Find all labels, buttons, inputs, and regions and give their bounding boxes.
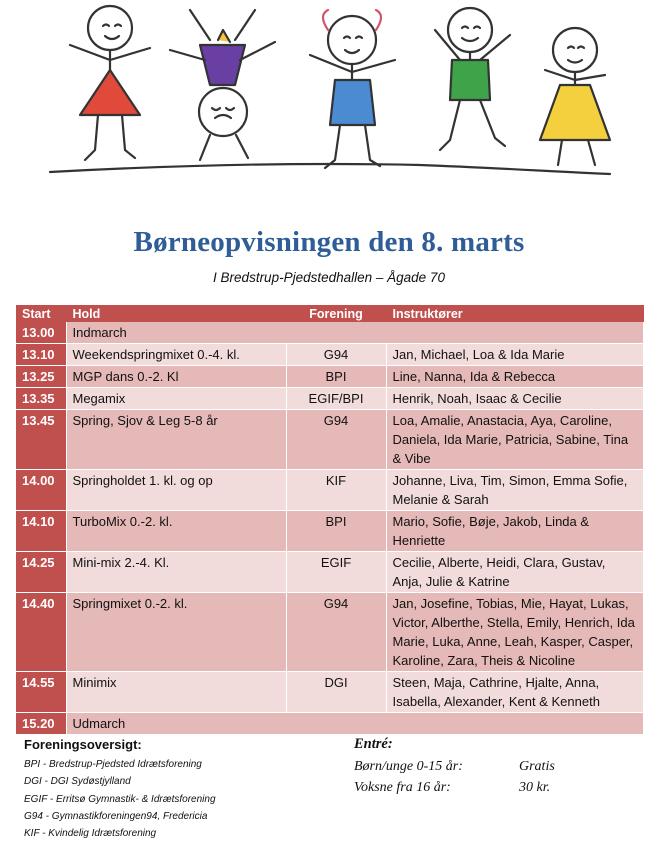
page-title: Børneopvisningen den 8. marts [133, 226, 525, 258]
table-row [16, 713, 643, 735]
row-start: 15.20 [16, 713, 66, 735]
legend-item: BPI - Bredstrup-Pjedsted Idrætsforening [24, 759, 202, 770]
row-start: 13.00 [16, 322, 66, 344]
entry-row-children [354, 756, 614, 777]
row-hold: Spring, Sjov & Leg 5-8 år [66, 410, 286, 470]
row-start: 14.55 [16, 672, 66, 713]
row-instruktorer: Henrik, Noah, Isaac & Cecilie [386, 388, 643, 410]
row-forening: KIF [286, 470, 386, 511]
row-hold: Mini-mix 2.-4. Kl. [66, 552, 286, 593]
table-row [16, 344, 643, 366]
entry-title: Entré: [354, 736, 393, 752]
row-hold: TurboMix 0.-2. kl. [66, 511, 286, 552]
legend-title: Foreningsoversigt: [24, 737, 142, 752]
row-forening: DGI [286, 672, 386, 713]
header-hold: Hold [66, 305, 286, 322]
row-forening: EGIF/BPI [286, 388, 386, 410]
row-instruktorer: Jan, Josefine, Tobias, Mie, Hayat, Lukas, Victor, Alberthe, Stella, Emily, Henrich, Ida Marie, Luka, Anne, Leah, Kasper, Casper, Karoline, Zara, Theis & Nicoline [386, 593, 643, 672]
table-row [16, 511, 643, 552]
row-forening: G94 [286, 593, 386, 672]
row-hold: Weekendspringmixet 0.-4. kl. [66, 344, 286, 366]
table-header-row [16, 305, 643, 322]
table-row [16, 552, 643, 593]
row-forening: BPI [286, 511, 386, 552]
row-start: 14.40 [16, 593, 66, 672]
entry-prices [354, 736, 614, 798]
club-legend [24, 737, 324, 842]
kid-4-figure [435, 8, 510, 150]
header-instruktorer: Instruktører [386, 305, 643, 322]
jumping-kids-illustration [40, 0, 620, 185]
venue-subtitle: I Bredstrup-Pjedstedhallen – Ågade 70 [213, 270, 445, 285]
row-start: 14.00 [16, 470, 66, 511]
kid-3-figure [310, 10, 395, 168]
entry-price: Gratis [519, 759, 555, 774]
row-instruktorer: Steen, Maja, Cathrine, Hjalte, Anna, Isabella, Alexander, Kent & Kenneth [386, 672, 643, 713]
row-hold: Springholdet 1. kl. og op [66, 470, 286, 511]
row-hold: MGP dans 0.-2. Kl [66, 366, 286, 388]
header-start: Start [16, 305, 66, 322]
row-hold: Indmarch [66, 322, 643, 344]
row-start: 13.45 [16, 410, 66, 470]
table-row [16, 593, 643, 672]
entry-label: Børn/unge 0-15 år: [354, 759, 463, 774]
kid-5-figure [540, 28, 610, 165]
table-row [16, 388, 643, 410]
entry-price: 30 kr. [519, 780, 551, 795]
legend-item: DGI - DGI Sydøstjylland [24, 776, 131, 788]
table-row [16, 672, 643, 713]
row-start: 14.10 [16, 511, 66, 552]
row-forening: BPI [286, 366, 386, 388]
row-start: 14.25 [16, 552, 66, 593]
row-instruktorer: Loa, Amalie, Anastacia, Aya, Caroline, Daniela, Ida Marie, Patricia, Sabine, Tina & Vibe [386, 410, 643, 470]
table-row [16, 410, 643, 470]
row-instruktorer: Mario, Sofie, Bøje, Jakob, Linda & Henriette [386, 511, 643, 552]
row-hold: Springmixet 0.-2. kl. [66, 593, 286, 672]
row-start: 13.25 [16, 366, 66, 388]
row-instruktorer: Jan, Michael, Loa & Ida Marie [386, 344, 643, 366]
legend-item: EGIF - Erritsø Gymnastik- & Idrætsforening [24, 793, 216, 805]
row-instruktorer: Johanne, Liva, Tim, Simon, Emma Sofie, Melanie & Sarah [386, 470, 643, 511]
table-row [16, 470, 643, 511]
table-row [16, 366, 643, 388]
header-forening: Forening [286, 305, 386, 322]
row-hold: Udmarch [66, 713, 643, 735]
program-table [16, 305, 644, 735]
kid-1-figure [70, 6, 150, 160]
kid-2-figure [170, 10, 275, 160]
legend-item: KIF - Kvindelig Idrætsforening [24, 828, 157, 840]
row-forening: EGIF [286, 552, 386, 593]
table-row [16, 322, 643, 344]
legend-item: G94 - Gymnastikforeningen94, Fredericia [24, 810, 208, 822]
entry-row-adults [354, 777, 614, 798]
row-forening: G94 [286, 344, 386, 366]
row-start: 13.10 [16, 344, 66, 366]
row-forening: G94 [286, 410, 386, 470]
row-instruktorer: Cecilie, Alberte, Heidi, Clara, Gustav, Anja, Julie & Katrine [386, 552, 643, 593]
entry-label: Voksne fra 16 år: [354, 780, 451, 795]
row-hold: Minimix [66, 672, 286, 713]
row-instruktorer: Line, Nanna, Ida & Rebecca [386, 366, 643, 388]
row-hold: Megamix [66, 388, 286, 410]
row-start: 13.35 [16, 388, 66, 410]
